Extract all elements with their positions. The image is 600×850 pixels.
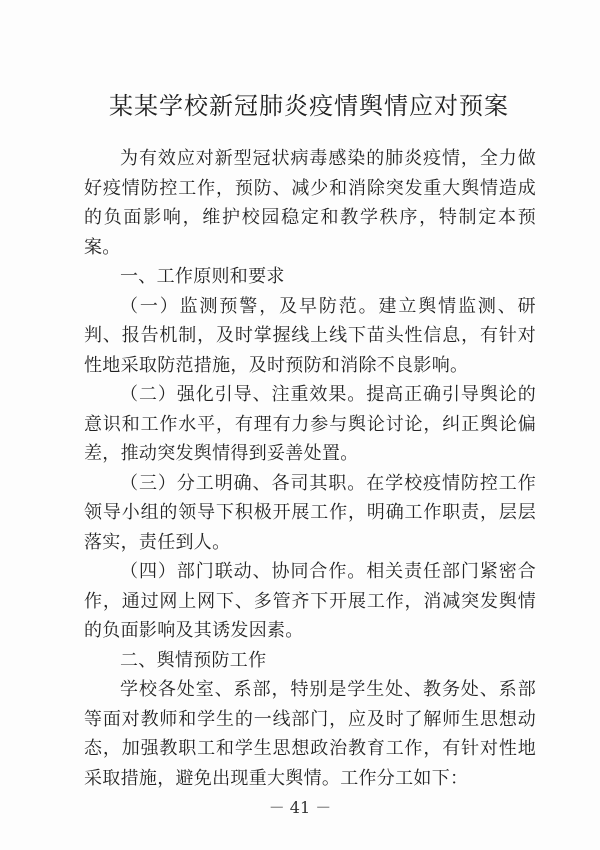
document-body [84, 144, 536, 793]
principle-paragraph-3: （三）分工明确、各司其职。在学校疫情防控工作领导小组的领导下积极开展工作，明确工作职责，层层落实，责任到人。 [84, 472, 536, 553]
intro-paragraph: 为有效应对新型冠状病毒感染的肺炎疫情，全力做好疫情防控工作，预防、减少和消除突发重大舆情造成的负面影响，维护校园稳定和教学秩序，特制定本预案。 [84, 148, 536, 258]
prevention-paragraph: 学校各处室、系部，特别是学生处、教务处、系部等面对教师和学生的一线部门，应及时了解师生思想动态，加强教职工和学生思想政治教育工作，有针对性地采取措施，避免出现重大舆情。工作分工如下： [84, 679, 536, 789]
principle-paragraph-1: （一）监测预警，及早防范。建立舆情监测、研判、报告机制，及时掌握线上线下苗头性信息，有针对性地采取防范措施，及时预防和消除不良影响。 [84, 295, 536, 376]
principle-paragraph-4: （四）部门联动、协同合作。相关责任部门紧密合作，通过网上网下、多管齐下开展工作，消减突发舆情的负面影响及其诱发因素。 [84, 561, 536, 641]
document-title: 某某学校新冠肺炎疫情舆情应对预案 [109, 92, 509, 120]
page-number: － 41 － [268, 798, 332, 817]
section-heading-principles: 一、工作原则和要求 [120, 266, 285, 287]
principle-paragraph-2: （二）强化引导、注重效果。提高正确引导舆论的意识和工作水平，有理有力参与舆论讨论，纠正舆论偏差，推动突发舆情得到妥善处置。 [84, 384, 536, 464]
section-heading-prevention: 二、舆情预防工作 [120, 649, 267, 671]
